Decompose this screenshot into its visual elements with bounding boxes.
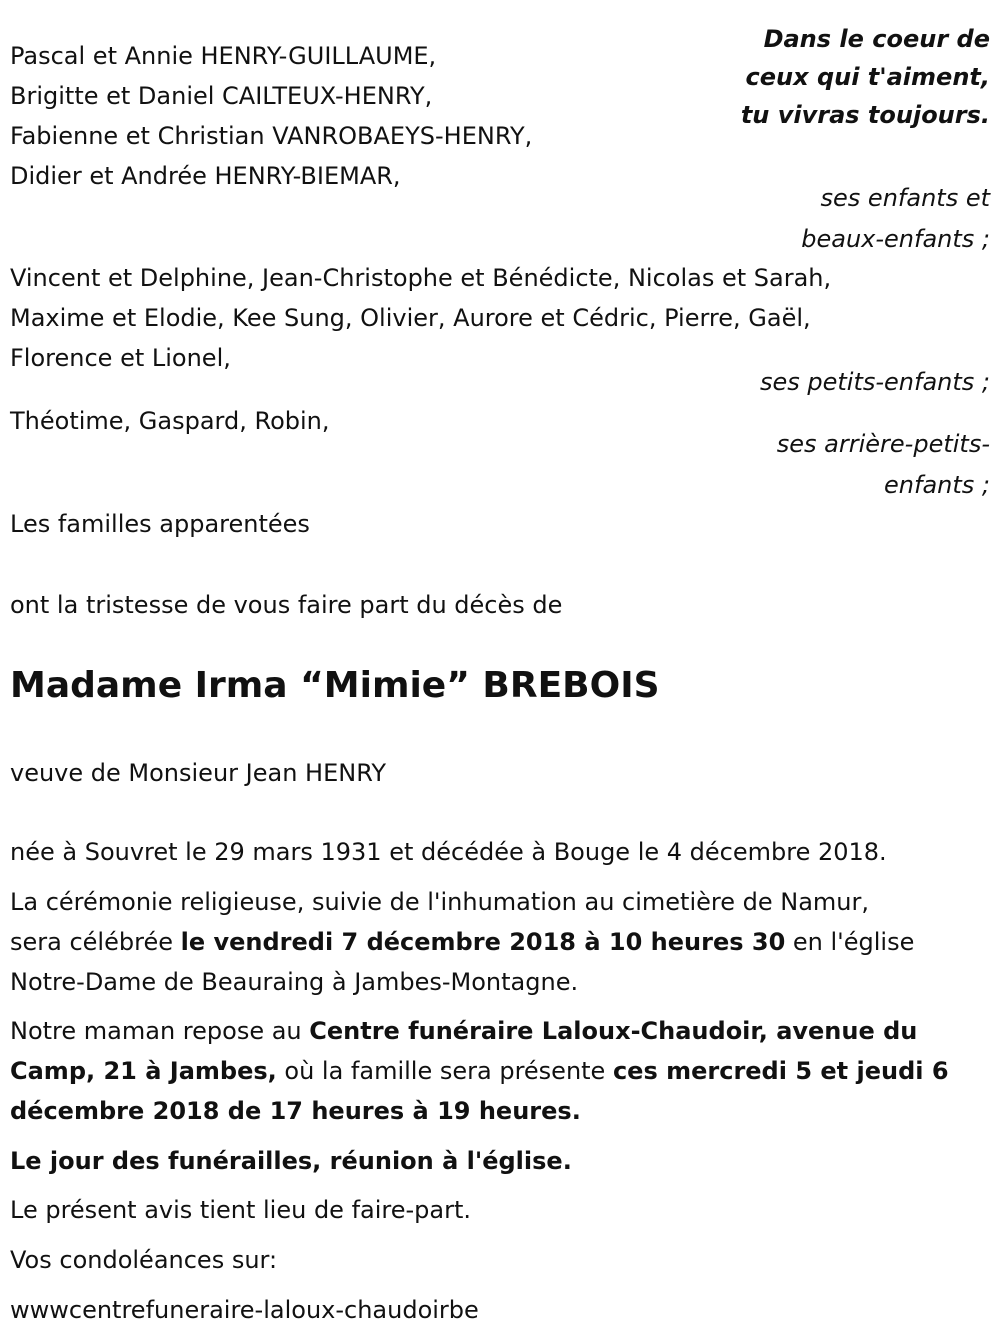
role-line: ses enfants et: [820, 184, 990, 212]
visitation-dates: ces mercredi 5 et jeudi 6: [612, 1057, 949, 1085]
child-couple: Didier et Andrée HENRY-BIEMAR,: [10, 162, 401, 190]
condolences-website[interactable]: wwwcentrefuneraire-laloux-chaudoirbe: [10, 1296, 479, 1324]
birth-death-dates: née à Souvret le 29 mars 1931 et décédée à Bouge le 4 décembre 2018.: [10, 838, 887, 866]
great-grandchildren-names: Théotime, Gaspard, Robin,: [10, 407, 330, 435]
funeral-center-address: Camp, 21 à Jambes,: [10, 1057, 277, 1085]
role-line: enfants ;: [884, 471, 990, 499]
visitation-paragraph: [10, 1011, 949, 1131]
epigraph: [741, 20, 990, 134]
epigraph-line: ceux qui t'aiment,: [745, 63, 990, 91]
related-families: Les familles apparentées: [10, 510, 310, 538]
ceremony-line: La cérémonie religieuse, suivie de l'inhumation au cimetière de Namur,: [10, 888, 869, 916]
visitation-line: [10, 1091, 949, 1131]
grandchildren-names: [10, 258, 831, 378]
widow-of: veuve de Monsieur Jean HENRY: [10, 759, 387, 787]
role-line: beaux-enfants ;: [801, 225, 990, 253]
child-couple: Brigitte et Daniel CAILTEUX-HENRY,: [10, 82, 433, 110]
children-role: [801, 178, 990, 260]
funeral-day-meeting: Le jour des funérailles, réunion à l'église.: [10, 1147, 572, 1175]
ceremony-line: Notre-Dame de Beauraing à Jambes-Montagne.: [10, 968, 579, 996]
deceased-name: Madame Irma “Mimie” BREBOIS: [10, 665, 660, 706]
ceremony-line: [10, 922, 914, 962]
notice: Le présent avis tient lieu de faire-part.: [10, 1196, 472, 1224]
ceremony-text: en l'église: [785, 928, 915, 956]
ceremony-text: sera célébrée: [10, 928, 181, 956]
child-couple: Pascal et Annie HENRY-GUILLAUME,: [10, 42, 437, 70]
epigraph-line: Dans le coeur de: [763, 25, 990, 53]
visitation-text: où la famille sera présente: [276, 1057, 613, 1085]
grandchildren-line: Florence et Lionel,: [10, 344, 231, 372]
visitation-text: Notre maman repose au: [10, 1017, 310, 1045]
funeral-center: Centre funéraire Laloux-Chaudoir, avenue du: [309, 1017, 918, 1045]
grandchildren-line: Vincent et Delphine, Jean-Christophe et Bénédicte, Nicolas et Sarah,: [10, 264, 832, 292]
visitation-hours: décembre 2018 de 17 heures à 19 heures.: [10, 1097, 581, 1125]
condolences-label: Vos condoléances sur:: [10, 1246, 278, 1274]
visitation-line: [10, 1051, 949, 1091]
epigraph-line: tu vivras toujours.: [740, 101, 990, 129]
announcement: ont la tristesse de vous faire part du décès de: [10, 591, 563, 619]
grandchildren-role: ses petits-enfants ;: [759, 368, 990, 396]
grandchildren-line: Maxime et Elodie, Kee Sung, Olivier, Aurore et Cédric, Pierre, Gaël,: [10, 304, 811, 332]
ceremony-paragraph: [10, 882, 914, 1002]
visitation-line: [10, 1011, 949, 1051]
great-grandchildren-role: [777, 424, 990, 506]
ceremony-date: le vendredi 7 décembre 2018 à 10 heures 30: [180, 928, 786, 956]
children-names: [10, 36, 532, 196]
child-couple: Fabienne et Christian VANROBAEYS-HENRY,: [10, 122, 533, 150]
role-line: ses arrière-petits-: [776, 430, 990, 458]
